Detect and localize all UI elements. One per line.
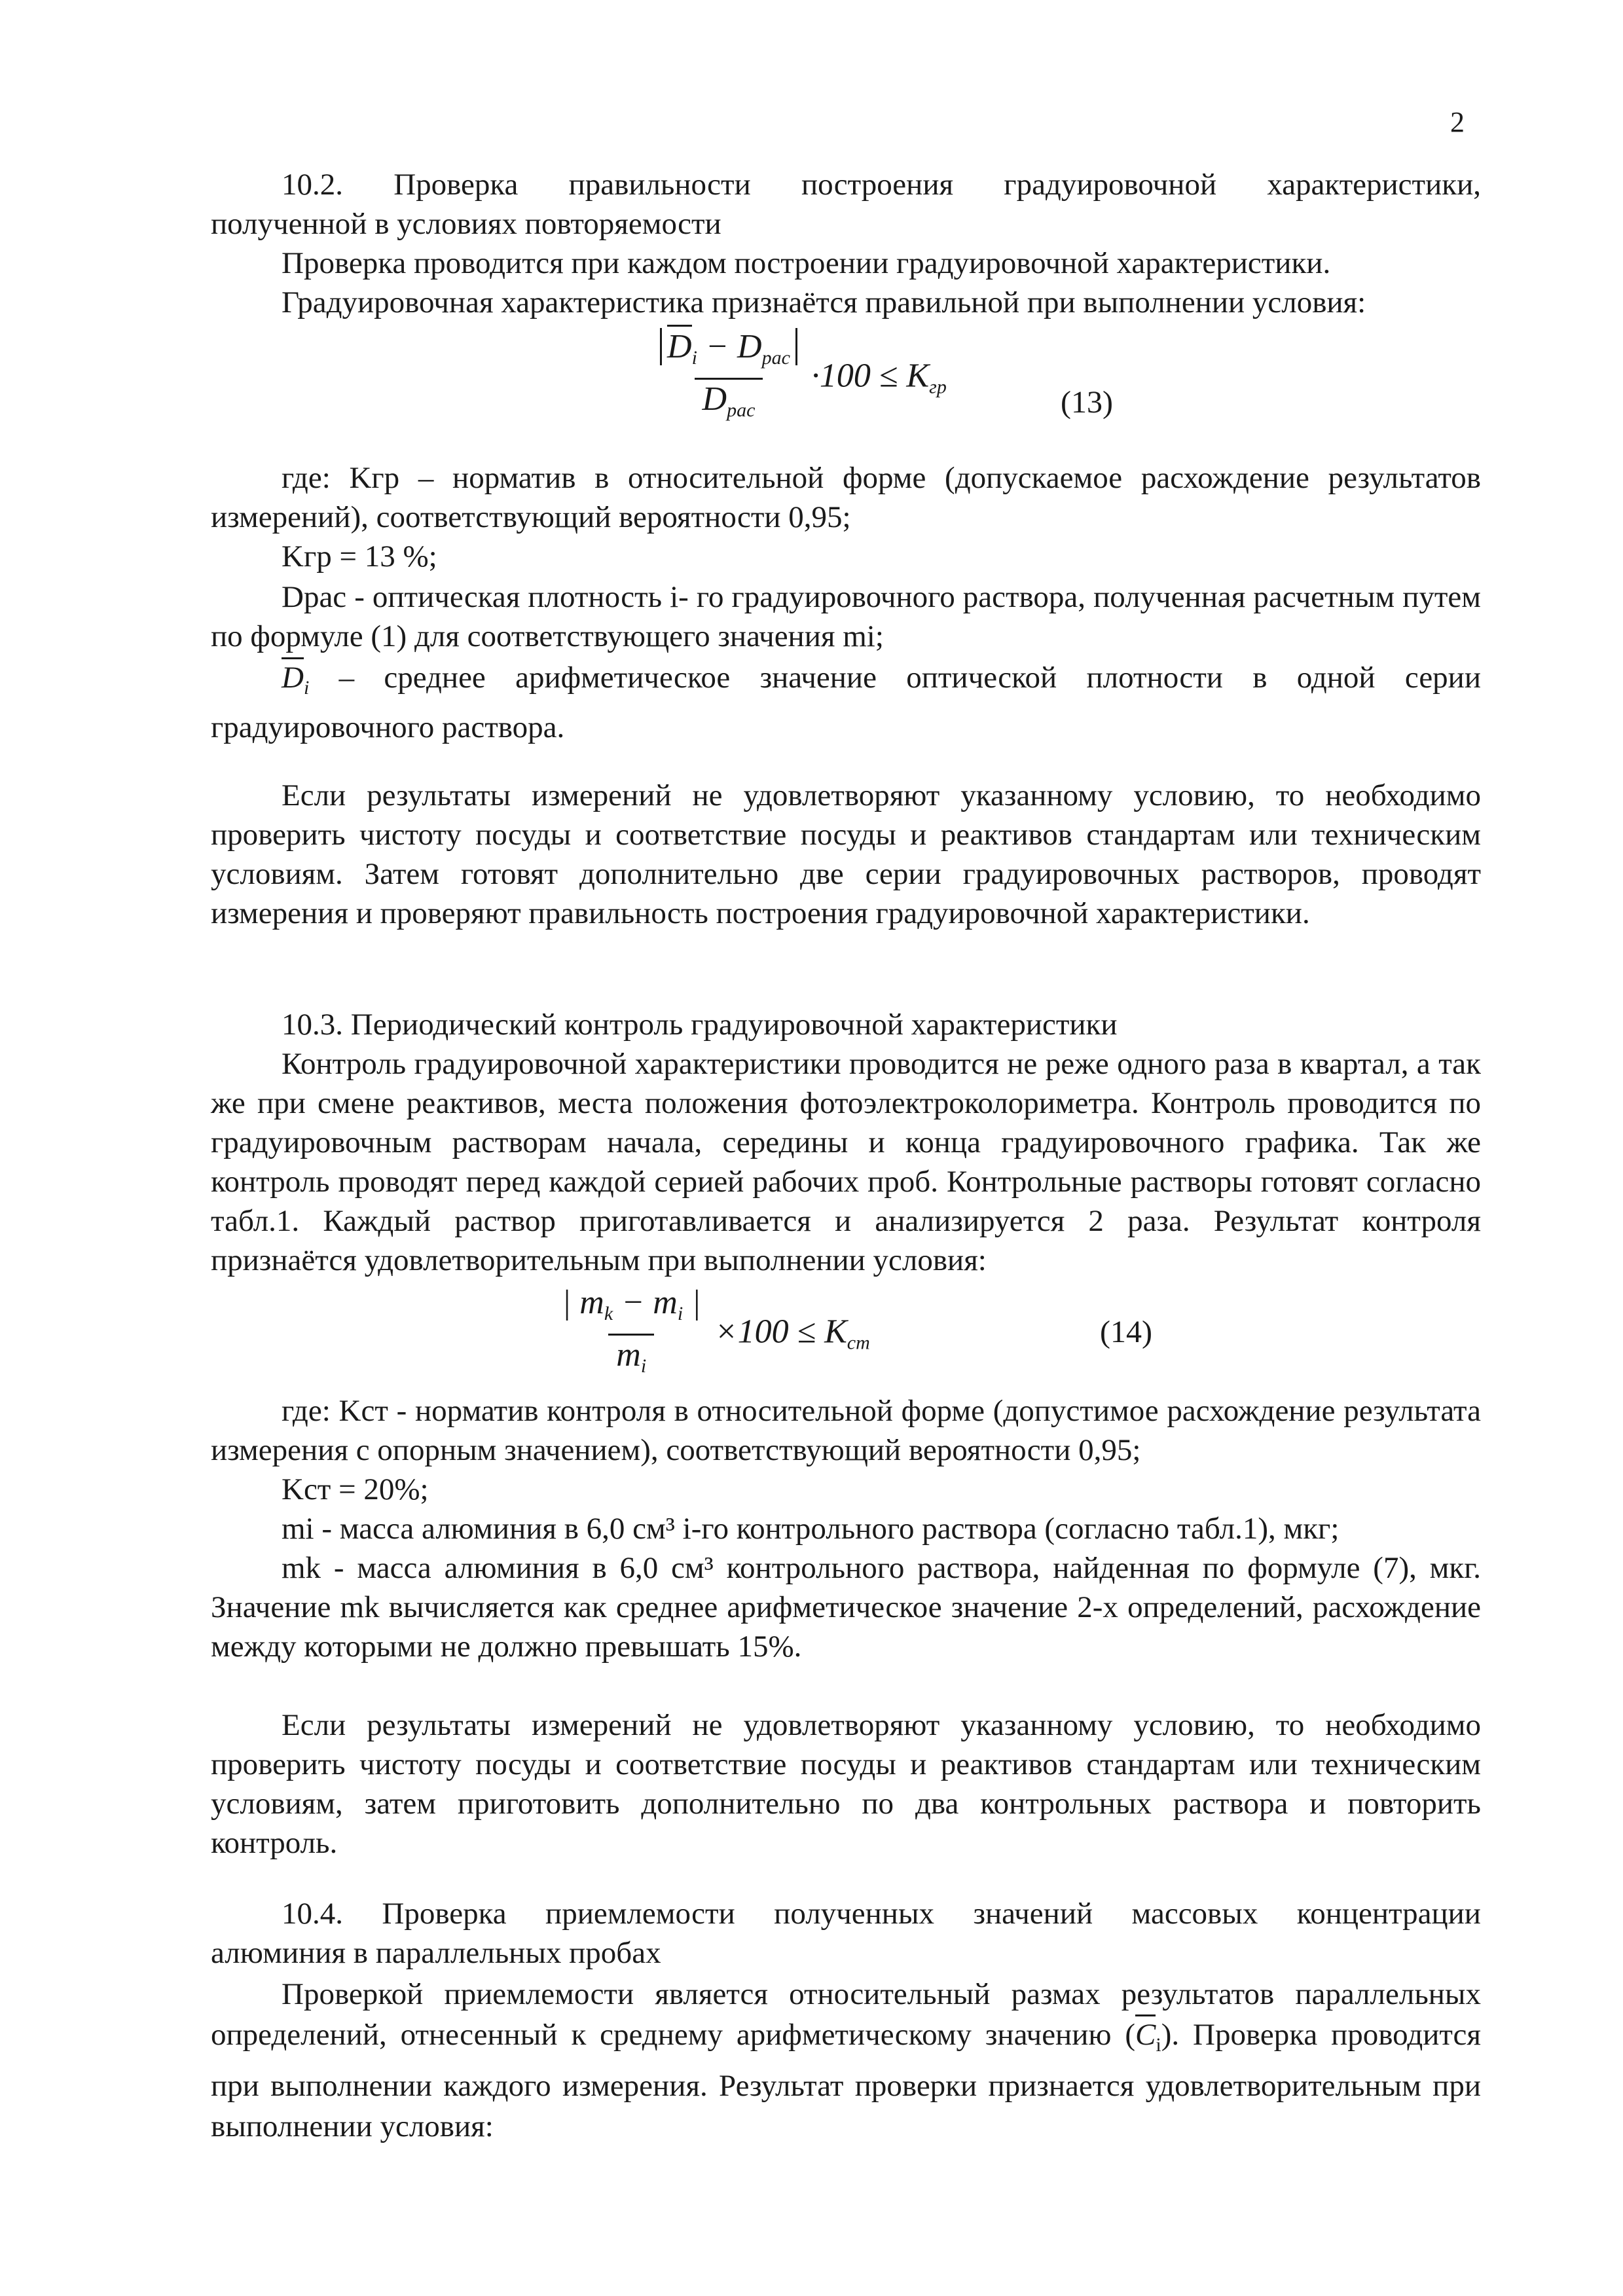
- section-10-4-text-b: ). Проверка проводится при выполнении каждого измерения. Результат проверки признается удовлетворительным при выполнении условия:: [211, 2018, 1481, 2143]
- section-10-2-where: [211, 458, 1481, 537]
- section-10-4-paragraph: [211, 1974, 1481, 2147]
- section-10-2-heading: [282, 165, 1481, 204]
- heading-word: 10.2.: [282, 168, 343, 202]
- section-10-4-heading: [282, 1894, 1481, 1933]
- section-10-2-heading-line1: [282, 165, 1481, 204]
- page-number: 2: [1450, 106, 1465, 138]
- d-mean-text: [211, 658, 1481, 747]
- formula-14-num-a: | m: [562, 1284, 604, 1321]
- heading-word: Проверка: [382, 1897, 507, 1931]
- section-10-2-paragraph-1: Проверка проводится при каждом построении градуировочной характеристики.: [282, 246, 1331, 280]
- formula-14: [556, 1283, 870, 1386]
- formula-13-multiplier: ·100 ≤ K: [811, 357, 930, 395]
- section-10-3-where: [211, 1391, 1481, 1470]
- equation-number-14: (14): [1100, 1315, 1152, 1349]
- section-10-3-fail: [211, 1705, 1481, 1863]
- section-10-2-paragraph-2: Градуировочная характеристика признаётся правильной при выполнении условия:: [282, 285, 1366, 319]
- c-mean-sub: i: [1156, 2034, 1161, 2056]
- d-rac-definition: [211, 577, 1481, 656]
- heading-word: градуировочной: [1004, 168, 1217, 202]
- formula-14-denominator: [608, 1334, 654, 1386]
- section-10-4-paragraph-text: [211, 1974, 1481, 2147]
- section-10-4-heading-line1: [282, 1894, 1481, 1933]
- formula-13-minus-d: − D: [697, 328, 762, 365]
- formula-13-den-d: D: [702, 380, 727, 418]
- formula-14-numerator: [556, 1283, 706, 1334]
- formula-13-den-sub: рас: [727, 399, 756, 421]
- heading-word: значений: [973, 1897, 1093, 1931]
- section-10-4-heading-line2: алюминия в параллельных пробах: [211, 1936, 661, 1970]
- d-mean-definition: [211, 658, 1481, 747]
- section-10-4-text-a: Проверкой приемлемости является относительный размах результатов параллельных определений, отнесенный к среднему арифметическому значению (: [211, 1977, 1481, 2052]
- heading-word: полученных: [774, 1897, 935, 1931]
- heading-word: приемлемости: [545, 1897, 735, 1931]
- heading-word: характеристики,: [1267, 168, 1481, 202]
- section-10-3-paragraph-text: Контроль градуировочной характеристики проводится не реже одного раза в квартал, а так же при смене реактивов, места положения фотоэлектроколориметра. Контроль проводится по градуировочным растворам начала, середины и конца градуировочного графика. Так же контроль проводят перед каждой серией рабочих проб. Контрольные растворы готовят согласно табл.1. Каждый раствор приготавливается и анализируется 2 раза. Результат контроля признаётся удовлетворительным при выполнении условия:: [211, 1047, 1481, 1277]
- where-k-st: где: Kст - норматив контроля в относительной форме (допустимое расхождение результата измерения с опорным значением), соответствующий вероятности 0,95;: [211, 1394, 1481, 1467]
- heading-word: правильности: [568, 168, 751, 202]
- formula-13-sub-i: i: [691, 347, 697, 369]
- heading-word: построения: [801, 168, 954, 202]
- mk-definition: [211, 1548, 1481, 1666]
- formula-13-sub-rac: рас: [761, 347, 790, 369]
- heading-word: концентрации: [1296, 1897, 1481, 1931]
- section-10-2-heading-line2: полученной в условиях повторяемости: [211, 207, 721, 241]
- formula-14-num-mid: − m: [613, 1284, 678, 1321]
- d-mean-description: – среднее арифметическое значение оптической плотности в одной серии градуировочного раствора.: [211, 661, 1481, 744]
- formula-14-sub-k: k: [604, 1303, 613, 1324]
- c-mean-symbol: C: [1135, 2014, 1156, 2052]
- formula-13-abs: [660, 328, 797, 369]
- formula-14-sub-i: i: [677, 1303, 684, 1324]
- section-10-3-heading: 10.3. Периодический контроль градуировочной характеристики: [282, 1008, 1118, 1042]
- section-10-2-fail-text: Если результаты измерений не удовлетворяют указанному условию, то необходимо проверить чистоту посуды и соответствие посуды и реактивов стандартам или техническим условиям. Затем готовят дополнительно две серии градуировочных растворов, проводят измерения и проверяют правильность построения градуировочной характеристики.: [211, 778, 1481, 930]
- k-st-value: Kст = 20%;: [282, 1472, 429, 1506]
- formula-13: [655, 327, 947, 430]
- where-k-gr: где: Kгр – норматив в относительной форме (допускаемое расхождение результатов измерений), соответствующий вероятности 0,95;: [211, 461, 1481, 534]
- formula-13-k-sub: гр: [929, 376, 947, 398]
- mi-definition: [211, 1509, 1481, 1548]
- section-10-3-fail-text: Если результаты измерений не удовлетворяют указанному условию, то необходимо проверить чистоту посуды и соответствие посуды и реактивов стандартам или техническим условиям, затем приготовить дополнительно по два контрольных раствора и повторить контроль.: [211, 1708, 1481, 1860]
- equation-number-13: (13): [1061, 385, 1113, 420]
- formula-14-den-sub: i: [640, 1355, 647, 1377]
- section-10-2-fail: [211, 776, 1481, 933]
- formula-13-fraction: [655, 327, 803, 430]
- formula-13-d-mean: D: [667, 325, 692, 365]
- formula-14-den-m: m: [616, 1336, 641, 1374]
- formula-13-numerator: [655, 327, 803, 378]
- heading-word: Проверка: [393, 168, 519, 202]
- section-10-3-paragraph: [211, 1044, 1481, 1280]
- formula-13-denominator: [695, 378, 763, 430]
- formula-14-k-sub: ст: [847, 1332, 870, 1354]
- d-mean-sub: i: [303, 677, 310, 699]
- heading-word: массовых: [1131, 1897, 1258, 1931]
- formula-14-fraction: [556, 1283, 706, 1386]
- mi-text: mi - масса алюминия в 6,0 см³ i-го контрольного раствора (согласно табл.1), мкг;: [282, 1512, 1340, 1546]
- d-mean-symbol: D: [282, 657, 304, 695]
- d-rac-text: Dрас - оптическая плотность i- го градуировочного раствора, полученная расчетным путем по формуле (1) для соответствующего значения mi;: [211, 580, 1481, 653]
- k-gr-value: Kгр = 13 %;: [282, 539, 437, 574]
- formula-14-num-end: |: [683, 1284, 701, 1321]
- formula-14-multiplier: ×100 ≤ K: [714, 1313, 847, 1351]
- heading-word: 10.4.: [282, 1897, 343, 1931]
- mk-text: mk - масса алюминия в 6,0 см³ контрольного раствора, найденная по формуле (7), мкг. Значение mk вычисляется как среднее арифметическое значение 2-х определений, расхождение между которыми не должно превышать 15%.: [211, 1551, 1481, 1664]
